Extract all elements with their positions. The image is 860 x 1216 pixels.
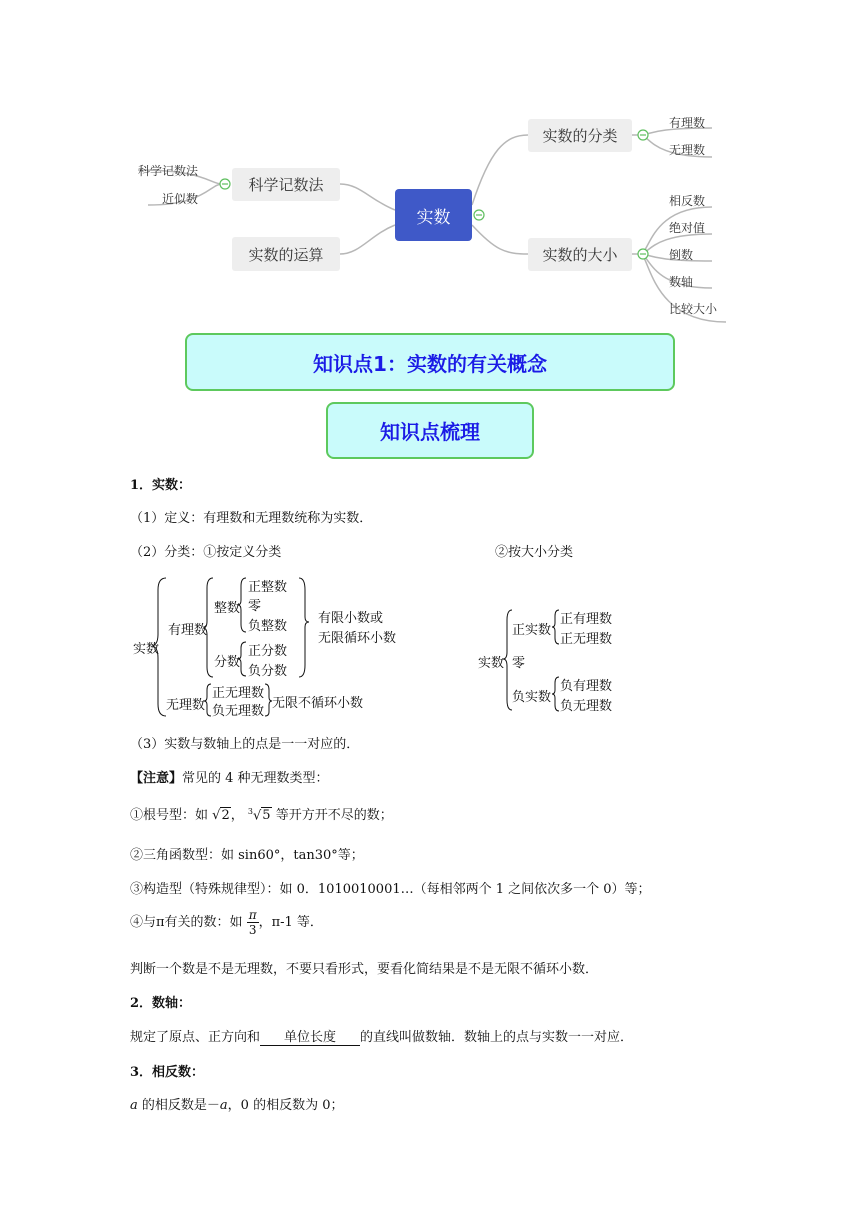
subsection-banner: 知识点梳理 bbox=[326, 402, 534, 459]
opposite-text-2: ，0 的相反数为 0； bbox=[227, 1098, 344, 1113]
tree-leaf: 负分数 bbox=[248, 664, 288, 679]
radicand: 5 bbox=[262, 808, 271, 823]
mindmap-node-scientific-notation[interactable]: 科学记数法 bbox=[232, 168, 340, 201]
type-construct: ③构造型（特殊规律型）：如 0．1010010001…（每相邻两个 1 之间依次多一个 0）等； bbox=[130, 882, 651, 897]
tree-leaf: 正整数 bbox=[248, 580, 288, 595]
fraction-pi-over-3 bbox=[247, 908, 259, 937]
sqrt-2: √2 bbox=[212, 808, 230, 823]
tree-leaf: 正无理数 bbox=[560, 632, 613, 647]
type-radical bbox=[130, 804, 393, 823]
type-radical-suffix: 等开方开不尽的数； bbox=[275, 808, 393, 823]
type-pi bbox=[130, 908, 323, 937]
tree-leaf: 正有理数 bbox=[560, 612, 613, 627]
tree-root: 实数 bbox=[478, 656, 505, 671]
tree-leaf: 负整数 bbox=[248, 619, 288, 634]
fill-blank-answer: 单位长度 bbox=[260, 1026, 360, 1046]
tree-node: 分数 bbox=[214, 655, 241, 670]
correspondence-text: （3）实数与数轴上的点是一一对应的． bbox=[130, 737, 360, 752]
mindmap-leaf[interactable]: 比较大小 bbox=[669, 302, 718, 316]
tree-node: 整数 bbox=[214, 601, 241, 616]
tree-node: 零 bbox=[512, 656, 526, 671]
tree-node: 正实数 bbox=[512, 623, 552, 638]
tree-root: 实数 bbox=[133, 642, 160, 657]
mindmap-node-size[interactable]: 实数的大小 bbox=[528, 238, 632, 271]
denominator: 3 bbox=[248, 923, 257, 937]
tree-leaf: 负有理数 bbox=[560, 679, 613, 694]
separator: ， bbox=[230, 808, 244, 823]
mindmap-leaf[interactable]: 无理数 bbox=[669, 143, 706, 157]
heading-opposite: 3．相反数： bbox=[130, 1065, 205, 1080]
classification-text: （2）分类：①按定义分类 bbox=[130, 545, 282, 560]
mindmap-leaf[interactable]: 有理数 bbox=[669, 116, 706, 130]
radicand: 2 bbox=[221, 808, 230, 823]
opposite-text bbox=[130, 1094, 343, 1113]
variable-a: a bbox=[219, 1098, 228, 1113]
tree-leaf: 正分数 bbox=[248, 644, 288, 659]
numerator: π bbox=[248, 908, 257, 922]
mindmap-root[interactable]: 实数 bbox=[395, 189, 472, 241]
note-label: 【注意】 bbox=[130, 771, 183, 786]
definition-text: （1）定义：有理数和无理数统称为实数． bbox=[130, 511, 373, 526]
root-index: 3 bbox=[247, 806, 253, 816]
tree-leaf: 负无理数 bbox=[212, 704, 265, 719]
opposite-text-1: 的相反数是－ bbox=[137, 1098, 220, 1113]
mindmap-leaf[interactable]: 数轴 bbox=[669, 275, 694, 289]
type-pi-suffix: ，π-1 等． bbox=[258, 915, 323, 930]
number-line-text bbox=[130, 1026, 633, 1046]
tree-note: 无限循环小数 bbox=[318, 631, 397, 646]
cbrt-5: $^3$√5 bbox=[247, 806, 271, 823]
type-radical-prefix: ①根号型：如 bbox=[130, 808, 209, 823]
heading-real-numbers: 1．实数： bbox=[130, 478, 192, 493]
number-line-text-b: 的直线叫做数轴．数轴上的点与实数一一对应． bbox=[360, 1030, 634, 1045]
type-trig: ②三角函数型：如 sin60°，tan30°等； bbox=[130, 848, 364, 863]
tree-note: 有限小数或 bbox=[318, 611, 384, 626]
note-body: 常见的 4 种无理数类型： bbox=[182, 771, 329, 786]
mindmap-node-operations[interactable]: 实数的运算 bbox=[232, 237, 340, 271]
tree-leaf: 零 bbox=[248, 599, 262, 614]
tree-node: 无理数 bbox=[166, 698, 206, 713]
mindmap-leaf[interactable]: 科学记数法 bbox=[138, 164, 199, 178]
number-line-text-a: 规定了原点、正方向和 bbox=[130, 1030, 261, 1045]
mindmap-node-classification[interactable]: 实数的分类 bbox=[528, 119, 632, 152]
type-pi-prefix: ④与π有关的数：如 bbox=[130, 915, 243, 930]
mindmap-leaf[interactable]: 相反数 bbox=[669, 194, 706, 208]
judge-text: 判断一个数是不是无理数，不要只看形式，要看化简结果是不是无限不循环小数． bbox=[130, 962, 599, 977]
section-banner: 知识点1：实数的有关概念 bbox=[185, 333, 675, 391]
classification-text-2: ②按大小分类 bbox=[495, 545, 574, 560]
note-text bbox=[130, 767, 329, 786]
tree-leaf: 负无理数 bbox=[560, 699, 613, 714]
variable-a: a bbox=[130, 1098, 138, 1113]
tree-note: 无限不循环小数 bbox=[272, 696, 364, 711]
heading-number-line: 2．数轴： bbox=[130, 996, 192, 1011]
mindmap-leaf[interactable]: 倒数 bbox=[669, 248, 694, 262]
tree-node: 有理数 bbox=[168, 623, 208, 638]
tree-node: 负实数 bbox=[512, 690, 552, 705]
tree-leaf: 正无理数 bbox=[212, 686, 265, 701]
mindmap-leaf[interactable]: 近似数 bbox=[162, 192, 199, 206]
mindmap-leaf[interactable]: 绝对值 bbox=[669, 221, 706, 235]
